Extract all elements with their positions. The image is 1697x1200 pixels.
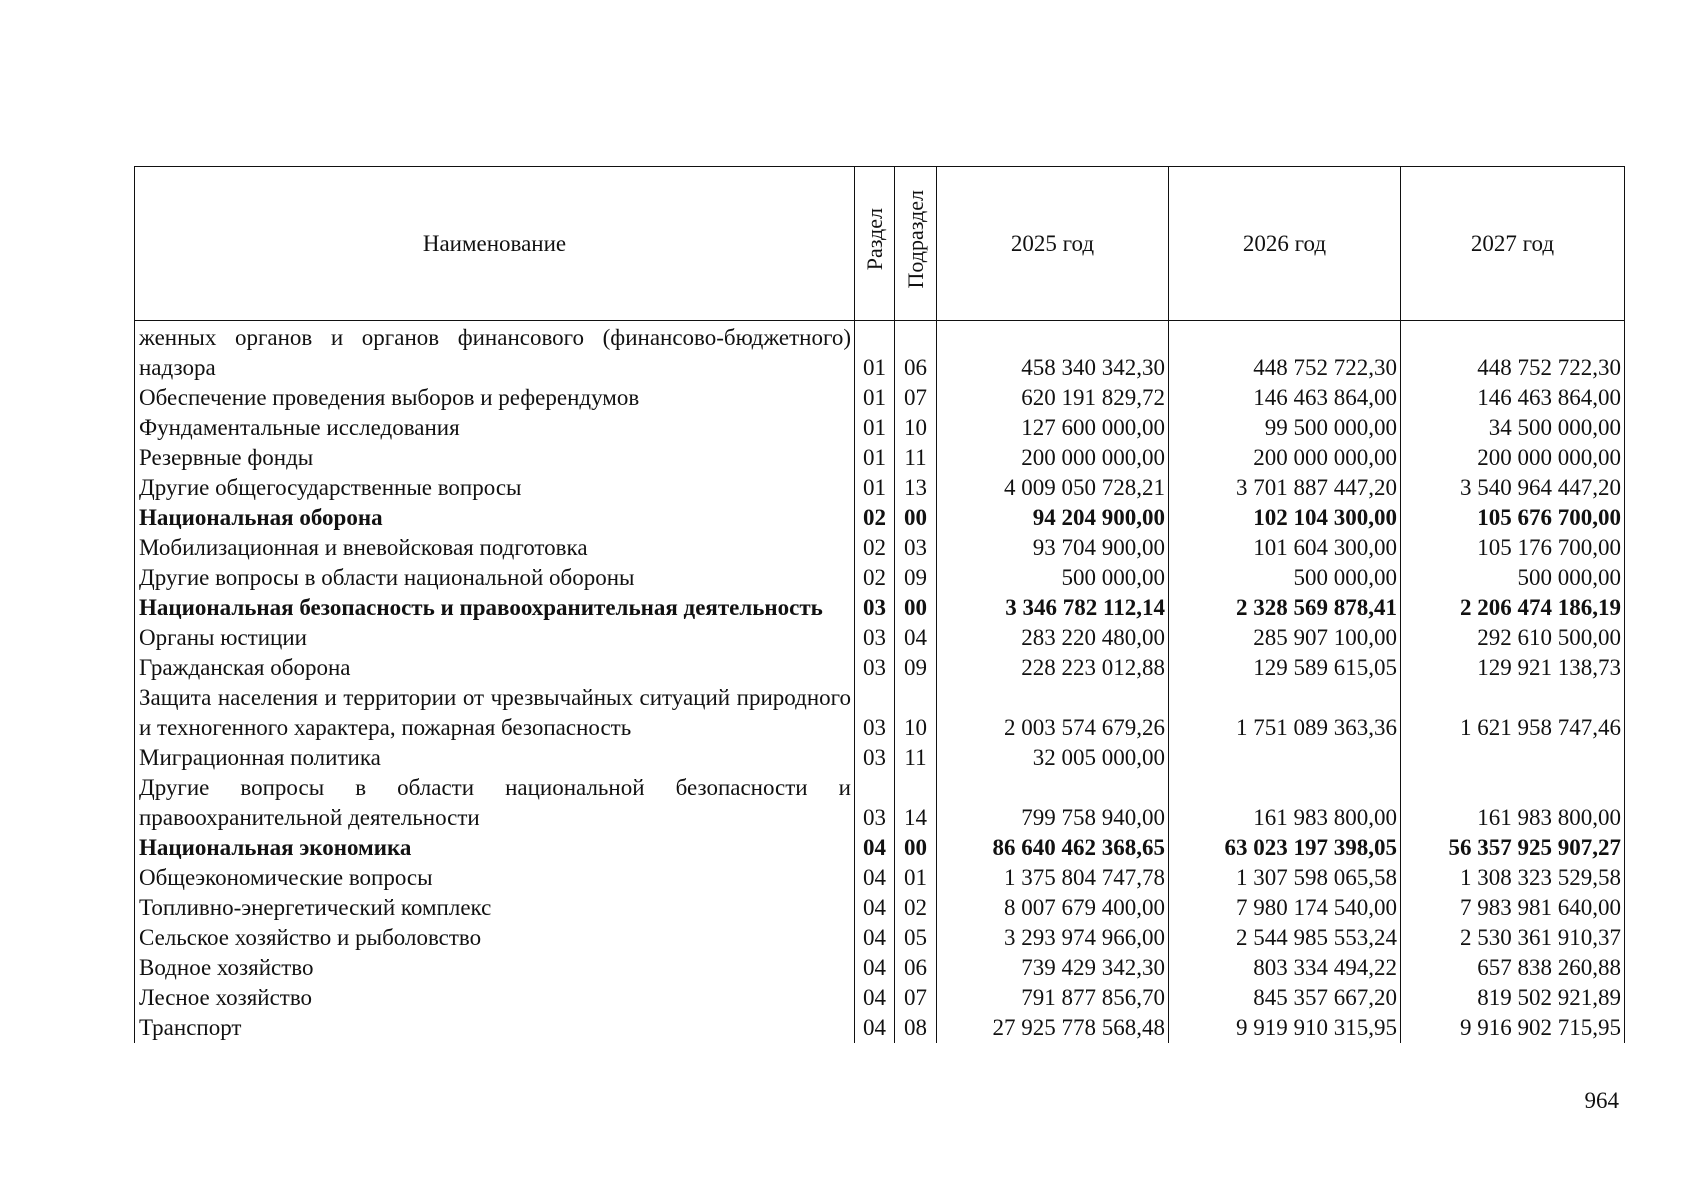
row-subsection-code: 00 xyxy=(895,593,937,623)
row-value-2027: 448 752 722,30 xyxy=(1401,321,1625,384)
row-section-code: 03 xyxy=(855,773,895,833)
row-section-code: 01 xyxy=(855,473,895,503)
row-value-2027: 129 921 138,73 xyxy=(1401,653,1625,683)
row-value-2027: 56 357 925 907,27 xyxy=(1401,833,1625,863)
row-value-2027 xyxy=(1401,743,1625,773)
row-value-2026: 448 752 722,30 xyxy=(1169,321,1401,384)
table-row xyxy=(135,593,1625,623)
row-value-2026: 7 980 174 540,00 xyxy=(1169,893,1401,923)
table-row xyxy=(135,983,1625,1013)
row-value-2027: 3 540 964 447,20 xyxy=(1401,473,1625,503)
table-row xyxy=(135,923,1625,953)
row-subsection-code: 05 xyxy=(895,923,937,953)
row-value-2025: 200 000 000,00 xyxy=(937,443,1169,473)
row-value-2025: 500 000,00 xyxy=(937,563,1169,593)
row-name: Органы юстиции xyxy=(135,623,855,653)
row-value-2027: 2 530 361 910,37 xyxy=(1401,923,1625,953)
row-value-2026: 200 000 000,00 xyxy=(1169,443,1401,473)
row-subsection-code: 09 xyxy=(895,563,937,593)
row-value-2025: 94 204 900,00 xyxy=(937,503,1169,533)
row-subsection-code: 03 xyxy=(895,533,937,563)
row-section-code: 01 xyxy=(855,383,895,413)
row-value-2027: 34 500 000,00 xyxy=(1401,413,1625,443)
row-subsection-code: 09 xyxy=(895,653,937,683)
row-value-2025: 8 007 679 400,00 xyxy=(937,893,1169,923)
row-subsection-code: 00 xyxy=(895,503,937,533)
row-value-2026: 63 023 197 398,05 xyxy=(1169,833,1401,863)
row-subsection-code: 10 xyxy=(895,683,937,743)
row-name: Национальная оборона xyxy=(135,503,855,533)
row-value-2027: 657 838 260,88 xyxy=(1401,953,1625,983)
row-name: Лесное хозяйство xyxy=(135,983,855,1013)
row-value-2026: 803 334 494,22 xyxy=(1169,953,1401,983)
row-value-2027: 9 916 902 715,95 xyxy=(1401,1013,1625,1043)
row-name: Сельское хозяйство и рыболовство xyxy=(135,923,855,953)
row-name: Обеспечение проведения выборов и референдумов xyxy=(135,383,855,413)
row-section-code: 02 xyxy=(855,533,895,563)
row-name: Гражданская оборона xyxy=(135,653,855,683)
row-subsection-code: 10 xyxy=(895,413,937,443)
row-section-code: 04 xyxy=(855,953,895,983)
row-value-2025: 93 704 900,00 xyxy=(937,533,1169,563)
row-name: Миграционная политика xyxy=(135,743,855,773)
header-section-label: Раздел xyxy=(861,208,887,271)
row-section-code: 04 xyxy=(855,1013,895,1043)
table-row xyxy=(135,743,1625,773)
row-section-code: 03 xyxy=(855,683,895,743)
header-year-2027: 2027 год xyxy=(1401,167,1625,321)
row-value-2026: 101 604 300,00 xyxy=(1169,533,1401,563)
row-section-code: 03 xyxy=(855,623,895,653)
row-value-2026: 1 307 598 065,58 xyxy=(1169,863,1401,893)
row-name: Национальная безопасность и правоохранительная деятельность xyxy=(135,593,855,623)
header-subsection-label: Подраздел xyxy=(902,190,928,289)
row-name: женных органов и органов финансового (финансово-бюджетного) надзора xyxy=(135,321,855,384)
budget-table-container xyxy=(134,166,1624,1043)
row-name: Защита населения и территории от чрезвычайных ситуаций природного и техногенного характера, пожарная безопасность xyxy=(135,683,855,743)
row-section-code: 04 xyxy=(855,893,895,923)
table-header xyxy=(135,167,1625,321)
row-value-2027: 161 983 800,00 xyxy=(1401,773,1625,833)
row-value-2027: 200 000 000,00 xyxy=(1401,443,1625,473)
row-name: Мобилизационная и вневойсковая подготовка xyxy=(135,533,855,563)
row-name: Топливно-энергетический комплекс xyxy=(135,893,855,923)
row-subsection-code: 02 xyxy=(895,893,937,923)
header-section xyxy=(855,167,895,321)
row-value-2027: 146 463 864,00 xyxy=(1401,383,1625,413)
row-value-2025: 283 220 480,00 xyxy=(937,623,1169,653)
row-value-2025: 3 346 782 112,14 xyxy=(937,593,1169,623)
row-subsection-code: 06 xyxy=(895,321,937,384)
table-row xyxy=(135,473,1625,503)
row-name: Другие общегосударственные вопросы xyxy=(135,473,855,503)
table-row xyxy=(135,623,1625,653)
row-section-code: 01 xyxy=(855,321,895,384)
row-subsection-code: 08 xyxy=(895,1013,937,1043)
row-value-2025: 4 009 050 728,21 xyxy=(937,473,1169,503)
row-name: Другие вопросы в области национальной обороны xyxy=(135,563,855,593)
table-row xyxy=(135,413,1625,443)
row-value-2025: 3 293 974 966,00 xyxy=(937,923,1169,953)
row-name: Водное хозяйство xyxy=(135,953,855,983)
row-value-2026: 500 000,00 xyxy=(1169,563,1401,593)
row-value-2025: 739 429 342,30 xyxy=(937,953,1169,983)
row-subsection-code: 00 xyxy=(895,833,937,863)
row-value-2025: 228 223 012,88 xyxy=(937,653,1169,683)
table-row xyxy=(135,503,1625,533)
row-section-code: 04 xyxy=(855,983,895,1013)
table-row xyxy=(135,863,1625,893)
row-value-2026: 129 589 615,05 xyxy=(1169,653,1401,683)
table-row xyxy=(135,893,1625,923)
row-value-2026: 1 751 089 363,36 xyxy=(1169,683,1401,743)
table-row xyxy=(135,773,1625,833)
table-row xyxy=(135,833,1625,863)
row-value-2025: 2 003 574 679,26 xyxy=(937,683,1169,743)
row-name: Общеэкономические вопросы xyxy=(135,863,855,893)
row-value-2027: 1 308 323 529,58 xyxy=(1401,863,1625,893)
table-row xyxy=(135,383,1625,413)
row-value-2026: 99 500 000,00 xyxy=(1169,413,1401,443)
row-value-2025: 1 375 804 747,78 xyxy=(937,863,1169,893)
row-section-code: 04 xyxy=(855,923,895,953)
row-value-2026: 9 919 910 315,95 xyxy=(1169,1013,1401,1043)
row-section-code: 04 xyxy=(855,863,895,893)
row-value-2025: 791 877 856,70 xyxy=(937,983,1169,1013)
row-subsection-code: 07 xyxy=(895,383,937,413)
row-subsection-code: 04 xyxy=(895,623,937,653)
row-subsection-code: 14 xyxy=(895,773,937,833)
row-subsection-code: 07 xyxy=(895,983,937,1013)
header-name: Наименование xyxy=(135,167,855,321)
row-value-2027: 500 000,00 xyxy=(1401,563,1625,593)
row-value-2026 xyxy=(1169,743,1401,773)
row-value-2026: 845 357 667,20 xyxy=(1169,983,1401,1013)
row-value-2025: 86 640 462 368,65 xyxy=(937,833,1169,863)
row-section-code: 03 xyxy=(855,653,895,683)
header-year-2025: 2025 год xyxy=(937,167,1169,321)
table-row xyxy=(135,563,1625,593)
row-name: Транспорт xyxy=(135,1013,855,1043)
row-section-code: 02 xyxy=(855,503,895,533)
row-value-2027: 105 176 700,00 xyxy=(1401,533,1625,563)
page-number: 964 xyxy=(1584,1088,1619,1113)
table-row xyxy=(135,683,1625,743)
row-section-code: 04 xyxy=(855,833,895,863)
row-value-2026: 161 983 800,00 xyxy=(1169,773,1401,833)
row-value-2026: 285 907 100,00 xyxy=(1169,623,1401,653)
row-value-2027: 819 502 921,89 xyxy=(1401,983,1625,1013)
table-row xyxy=(135,953,1625,983)
table-row xyxy=(135,533,1625,563)
row-value-2026: 146 463 864,00 xyxy=(1169,383,1401,413)
row-value-2025: 620 191 829,72 xyxy=(937,383,1169,413)
row-value-2026: 3 701 887 447,20 xyxy=(1169,473,1401,503)
row-section-code: 03 xyxy=(855,743,895,773)
row-name: Национальная экономика xyxy=(135,833,855,863)
row-subsection-code: 11 xyxy=(895,443,937,473)
row-value-2026: 2 328 569 878,41 xyxy=(1169,593,1401,623)
row-subsection-code: 13 xyxy=(895,473,937,503)
header-year-2026: 2026 год xyxy=(1169,167,1401,321)
row-subsection-code: 01 xyxy=(895,863,937,893)
row-subsection-code: 11 xyxy=(895,743,937,773)
row-value-2027: 1 621 958 747,46 xyxy=(1401,683,1625,743)
table-body xyxy=(135,321,1625,1044)
row-section-code: 01 xyxy=(855,443,895,473)
table-row xyxy=(135,653,1625,683)
header-subsection xyxy=(895,167,937,321)
row-value-2025: 32 005 000,00 xyxy=(937,743,1169,773)
row-value-2027: 292 610 500,00 xyxy=(1401,623,1625,653)
table-row xyxy=(135,443,1625,473)
row-value-2025: 27 925 778 568,48 xyxy=(937,1013,1169,1043)
row-section-code: 02 xyxy=(855,563,895,593)
row-value-2025: 127 600 000,00 xyxy=(937,413,1169,443)
row-name: Фундаментальные исследования xyxy=(135,413,855,443)
row-section-code: 01 xyxy=(855,413,895,443)
row-section-code: 03 xyxy=(855,593,895,623)
table-row xyxy=(135,321,1625,384)
table-row xyxy=(135,1013,1625,1043)
row-value-2027: 2 206 474 186,19 xyxy=(1401,593,1625,623)
row-value-2026: 2 544 985 553,24 xyxy=(1169,923,1401,953)
row-name: Резервные фонды xyxy=(135,443,855,473)
row-subsection-code: 06 xyxy=(895,953,937,983)
row-value-2026: 102 104 300,00 xyxy=(1169,503,1401,533)
row-value-2025: 458 340 342,30 xyxy=(937,321,1169,384)
row-value-2025: 799 758 940,00 xyxy=(937,773,1169,833)
row-value-2027: 105 676 700,00 xyxy=(1401,503,1625,533)
row-name: Другие вопросы в области национальной безопасности и правоохранительной деятельности xyxy=(135,773,855,833)
row-value-2027: 7 983 981 640,00 xyxy=(1401,893,1625,923)
budget-table xyxy=(134,166,1625,1043)
